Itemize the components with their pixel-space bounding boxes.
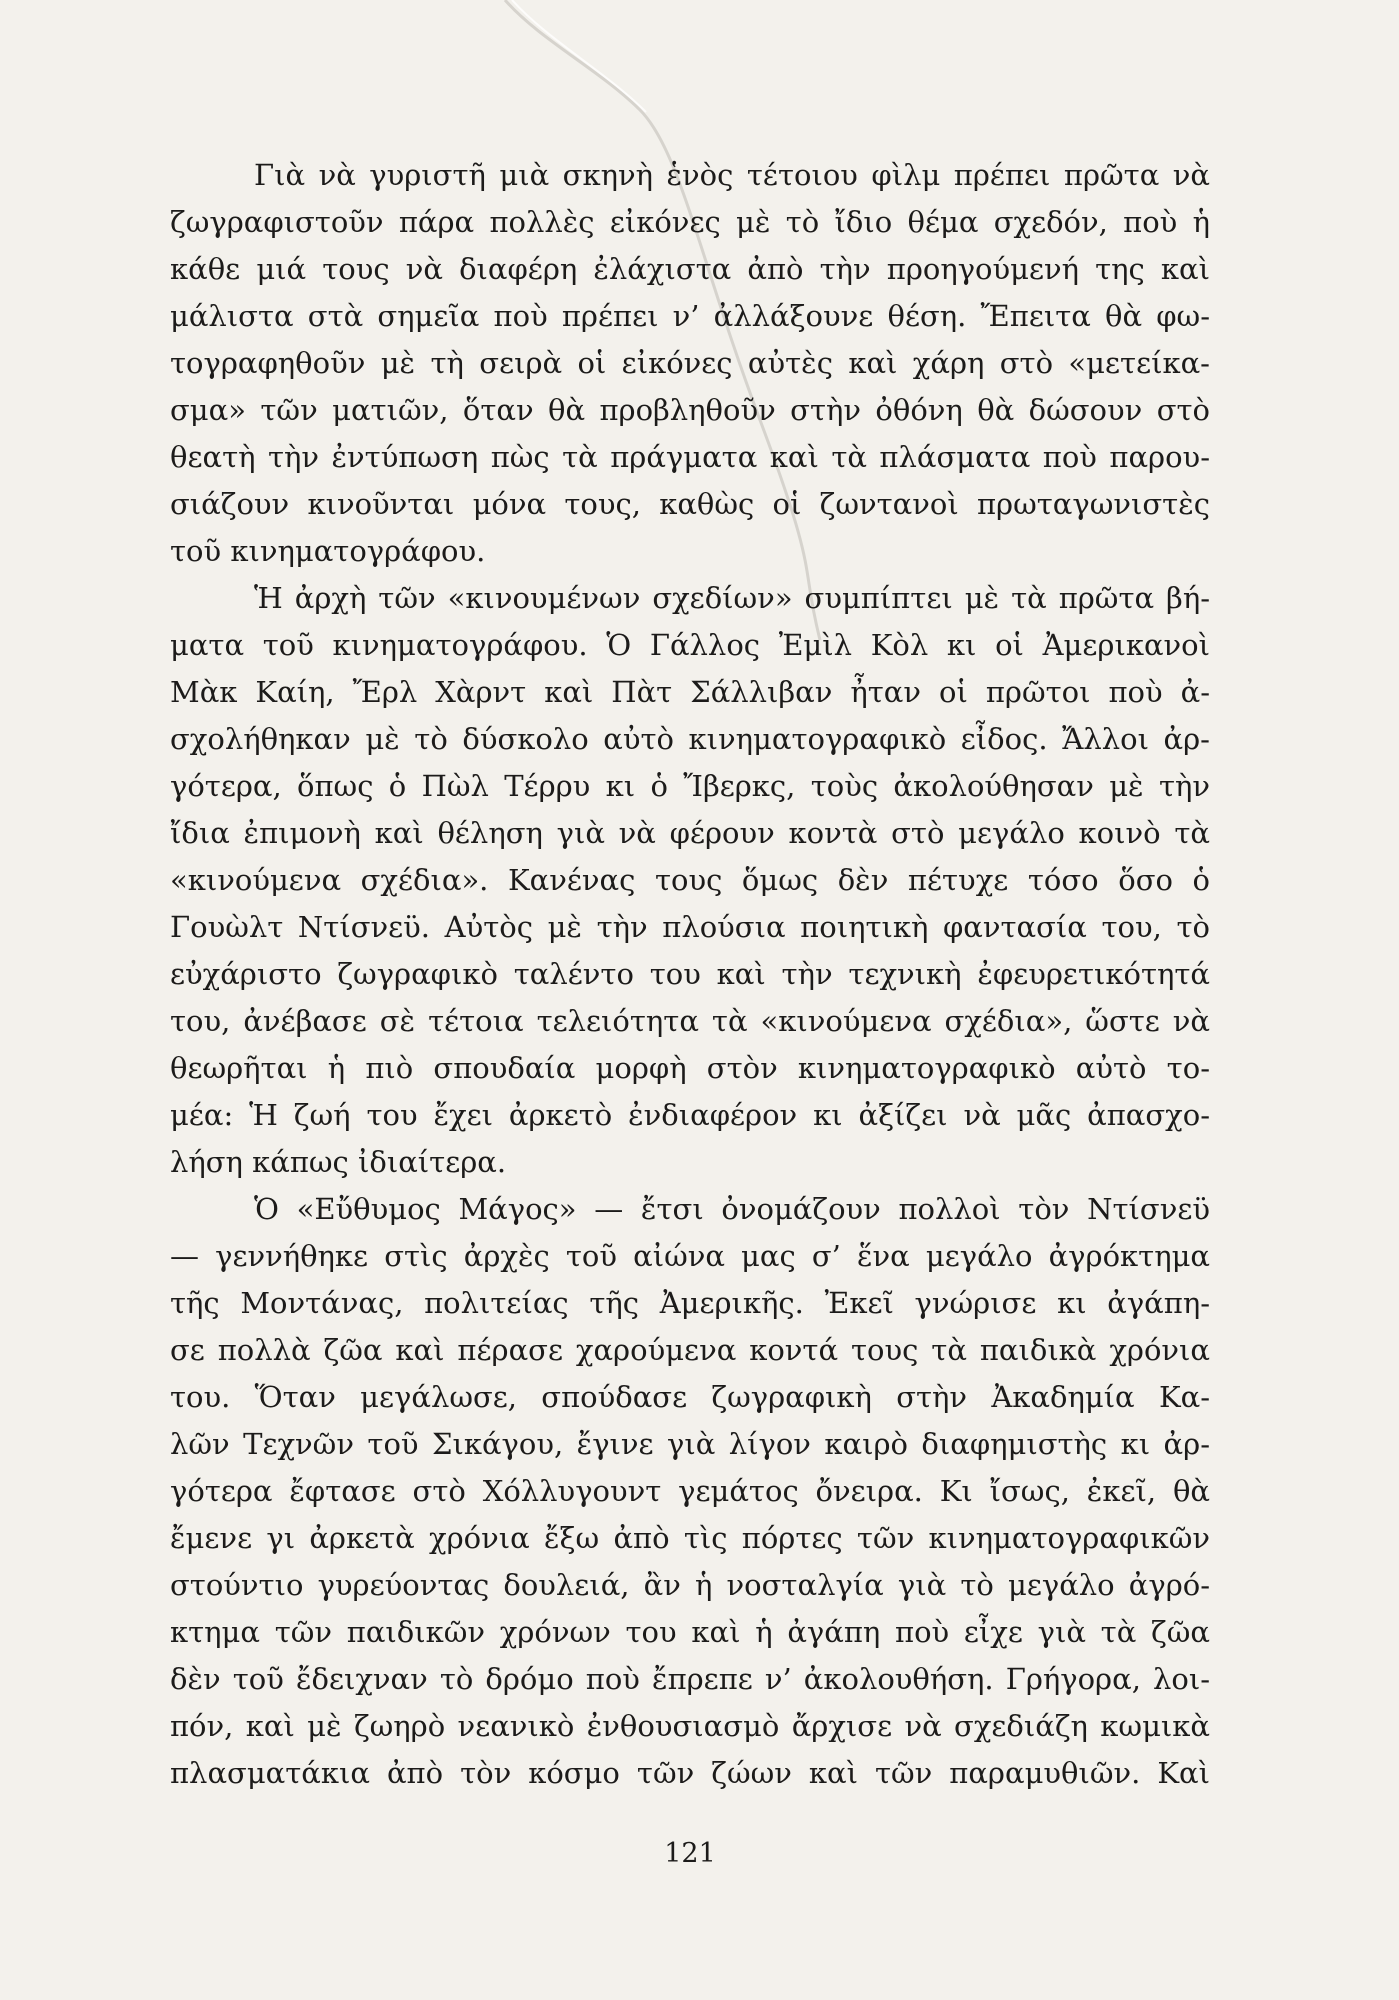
text-line: σχολήθηκαν μὲ τὸ δύσκολο αὐτὸ κινηματογραφικὸ εἶδος. Ἄλλοι ἀρ- <box>170 722 1210 756</box>
text-line: μέα: Ἡ ζωή του ἔχει ἀρκετὸ ἐνδιαφέρον κι ἀξίζει νὰ μᾶς ἀπασχο- <box>170 1098 1210 1132</box>
text-line: τογραφηθοῦν μὲ τὴ σειρὰ οἱ εἰκόνες αὐτὲς καὶ χάρη στὸ «μετείκα- <box>170 346 1210 380</box>
paragraph <box>170 575 1210 1186</box>
text-line: εὐχάριστο ζωγραφικὸ ταλέντο του καὶ τὴν τεχνικὴ ἐφευρετικότητά <box>170 957 1210 991</box>
text-line: γότερα ἔφτασε στὸ Χόλλυγουντ γεμάτος ὄνειρα. Κι ἴσως, ἐκεῖ, θὰ <box>170 1474 1210 1508</box>
text-line: δὲν τοῦ ἔδειχναν τὸ δρόμο ποὺ ἔπρεπε ν’ ἀκολουθήση. Γρήγορα, λοι- <box>170 1662 1210 1696</box>
text-line: σε πολλὰ ζῶα καὶ πέρασε χαρούμενα κοντά τους τὰ παιδικὰ χρόνια <box>170 1333 1210 1367</box>
text-line: τῆς Μοντάνας, πολιτείας τῆς Ἀμερικῆς. Ἐκεῖ γνώρισε κι ἀγάπη- <box>170 1286 1210 1320</box>
text-line: σμα» τῶν ματιῶν, ὅταν θὰ προβληθοῦν στὴν ὀθόνη θὰ δώσουν στὸ <box>170 393 1210 427</box>
text-line: Ἡ ἀρχὴ τῶν «κινουμένων σχεδίων» συμπίπτει μὲ τὰ πρῶτα βή- <box>254 581 1210 615</box>
text-line: τοῦ κινηματογράφου. <box>170 534 486 568</box>
text-line: Ὁ «Εὔθυμος Μάγος» — ἔτσι ὀνομάζουν πολλοὶ τὸν Ντίσνεϋ <box>254 1192 1210 1226</box>
body-text <box>170 152 1210 1797</box>
text-line: μάλιστα στὰ σημεῖα ποὺ πρέπει ν’ ἀλλάξουνε θέση. Ἔπειτα θὰ φω- <box>170 299 1210 333</box>
text-line: θεωρῆται ἡ πιὸ σπουδαία μορφὴ στὸν κινηματογραφικὸ αὐτὸ το- <box>170 1051 1210 1085</box>
text-line: του, ἀνέβασε σὲ τέτοια τελειότητα τὰ «κινούμενα σχέδια», ὥστε νὰ <box>170 1004 1210 1038</box>
text-line: κάθε μιά τους νὰ διαφέρη ἐλάχιστα ἀπὸ τὴν προηγούμενή της καὶ <box>170 252 1210 286</box>
text-line: Γιὰ νὰ γυριστῆ μιὰ σκηνὴ ἑνὸς τέτοιου φὶλμ πρέπει πρῶτα νὰ <box>254 158 1210 192</box>
text-line: — γεννήθηκε στὶς ἀρχὲς τοῦ αἰώνα μας σ’ ἕνα μεγάλο ἀγρόκτημα <box>170 1239 1210 1273</box>
text-line: ζωγραφιστοῦν πάρα πολλὲς εἰκόνες μὲ τὸ ἴδιο θέμα σχεδόν, ποὺ ἡ <box>170 205 1210 239</box>
text-line: γότερα, ὅπως ὁ Πὼλ Τέρρυ κι ὁ Ἴβερκς, τοὺς ἀκολούθησαν μὲ τὴν <box>170 769 1210 803</box>
text-line: ματα τοῦ κινηματογράφου. Ὁ Γάλλος Ἐμὶλ Κὸλ κι οἱ Ἀμερικανοὶ <box>170 628 1210 662</box>
text-line: ἴδια ἐπιμονὴ καὶ θέληση γιὰ νὰ φέρουν κοντὰ στὸ μεγάλο κοινὸ τὰ <box>170 816 1210 850</box>
text-line: λήση κάπως ἰδιαίτερα. <box>170 1145 507 1179</box>
text-line: πόν, καὶ μὲ ζωηρὸ νεανικὸ ἐνθουσιασμὸ ἄρχισε νὰ σχεδιάζη κωμικὰ <box>170 1709 1210 1743</box>
text-line: κτημα τῶν παιδικῶν χρόνων του καὶ ἡ ἀγάπη ποὺ εἶχε γιὰ τὰ ζῶα <box>170 1615 1210 1649</box>
text-line: ἔμενε γι ἀρκετὰ χρόνια ἔξω ἀπὸ τὶς πόρτες τῶν κινηματογραφικῶν <box>170 1521 1210 1555</box>
text-line: στούντιο γυρεύοντας δουλειά, ἂν ἡ νοσταλγία γιὰ τὸ μεγάλο ἀγρό- <box>170 1568 1210 1602</box>
page-number: 121 <box>664 1838 716 1869</box>
text-line: πλασματάκια ἀπὸ τὸν κόσμο τῶν ζώων καὶ τῶν παραμυθιῶν. Καὶ <box>170 1756 1210 1790</box>
text-line: Γουὼλτ Ντίσνεϋ. Αὐτὸς μὲ τὴν πλούσια ποιητικὴ φαντασία του, τὸ <box>170 910 1210 944</box>
text-line: θεατὴ τὴν ἐντύπωση πὼς τὰ πράγματα καὶ τὰ πλάσματα ποὺ παρου- <box>170 440 1210 474</box>
paragraph <box>170 1186 1210 1797</box>
text-line: «κινούμενα σχέδια». Κανένας τους ὅμως δὲν πέτυχε τόσο ὅσο ὁ <box>170 863 1210 897</box>
text-line: λῶν Τεχνῶν τοῦ Σικάγου, ἔγινε γιὰ λίγον καιρὸ διαφημιστὴς κι ἀρ- <box>170 1427 1210 1461</box>
text-line: Μὰκ Καίη, Ἔρλ Χὰρντ καὶ Πὰτ Σάλλιβαν ἦταν οἱ πρῶτοι ποὺ ἀ- <box>170 675 1210 709</box>
text-line: του. Ὅταν μεγάλωσε, σπούδασε ζωγραφικὴ στὴν Ἀκαδημία Κα- <box>170 1380 1210 1414</box>
text-line: σιάζουν κινοῦνται μόνα τους, καθὼς οἱ ζωντανοὶ πρωταγωνιστὲς <box>170 487 1210 521</box>
paragraph <box>170 152 1210 575</box>
